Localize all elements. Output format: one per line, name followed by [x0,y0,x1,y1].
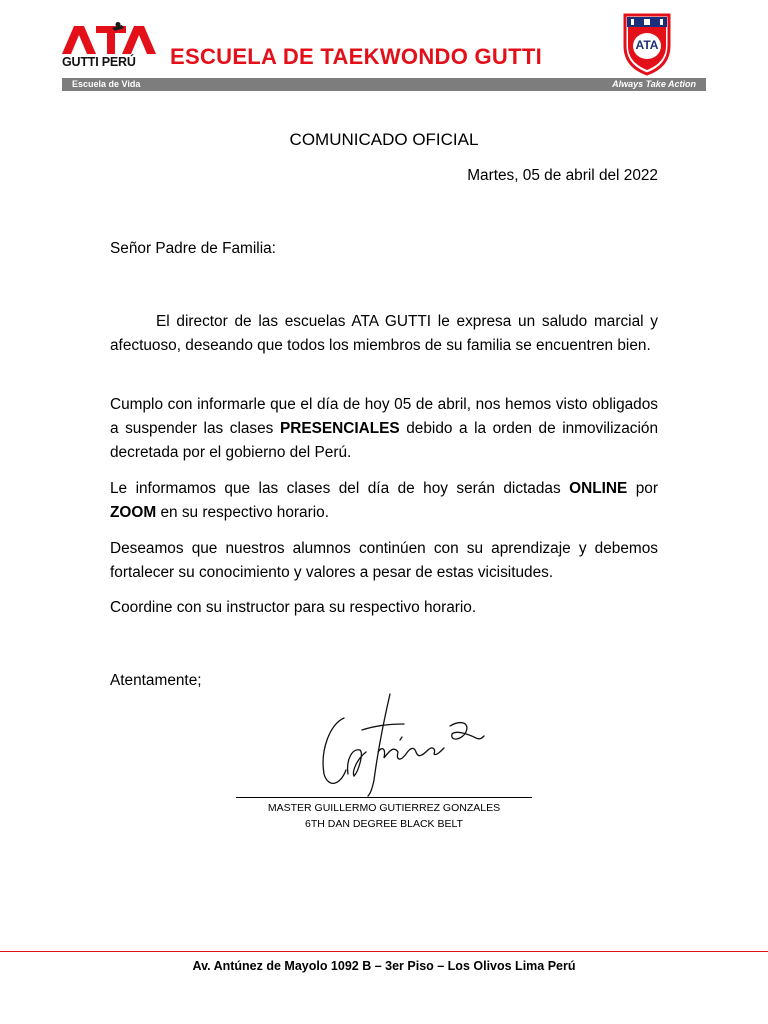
document-date: Martes, 05 de abril del 2022 [467,167,658,184]
paragraph-3-bold-online: ONLINE [569,480,628,497]
paragraph-3-text-c: en su respectivo horario. [156,504,329,521]
tagline-left: Escuela de Vida [72,79,141,89]
paragraph-1: El director de las escuelas ATA GUTTI le expresa un saludo marcial y afectuoso, deseando que todos los miembros de su familia se encuentren bien. [110,313,658,354]
signer-rank: 6TH DAN DEGREE BLACK BELT [305,818,463,830]
paragraph-2-text-a: Cumplo con informarle que el día de hoy 05 de abril, nos hemos visto obligados a suspender las clases [110,396,658,437]
paragraph-3-text-b: por [627,480,658,497]
paragraph-3-text-a: Le informamos que las clases del día de hoy serán dictadas [110,480,570,497]
handwritten-signature [300,690,490,800]
closing-line: Atentamente; [110,672,202,689]
ata-shield-logo [622,12,672,76]
signature-line [236,797,532,798]
paragraph-2-text-b: debido a la orden de inmovilización decretada por el gobierno del Perú. [110,420,658,461]
shield-logo-text: ATA [635,38,659,52]
paragraph-3-bold-zoom: ZOOM [110,504,157,521]
paragraph-2 [110,393,658,465]
tagline-right: Always Take Action [612,79,696,89]
signer-name: MASTER GUILLERMO GUTIERREZ GONZALES [267,802,501,814]
tagline-bar [62,78,706,91]
paragraph-4: Deseamos que nuestros alumnos continúen con su aprendizaje y debemos fortalecer su conocimiento y valores a pesar de estas vicisitudes. [110,540,658,581]
ata-gutti-peru-logo [60,22,160,74]
paragraph-5: Coordine con su instructor para su respectivo horario. [110,599,477,616]
footer-address: Av. Antúnez de Mayolo 1092 B – 3er Piso – Los Olivos Lima Perú [192,959,576,973]
school-name-heading: ESCUELA DE TAEKWONDO GUTTI [170,44,543,69]
document-title: COMUNICADO OFICIAL [289,130,479,149]
logo-left-subtext: GUTTI PERÚ [62,55,136,69]
paragraph-2-bold: PRESENCIALES [279,420,400,437]
footer-divider [0,951,768,952]
paragraph-3 [110,477,658,525]
greeting: Señor Padre de Familia: [110,240,276,257]
